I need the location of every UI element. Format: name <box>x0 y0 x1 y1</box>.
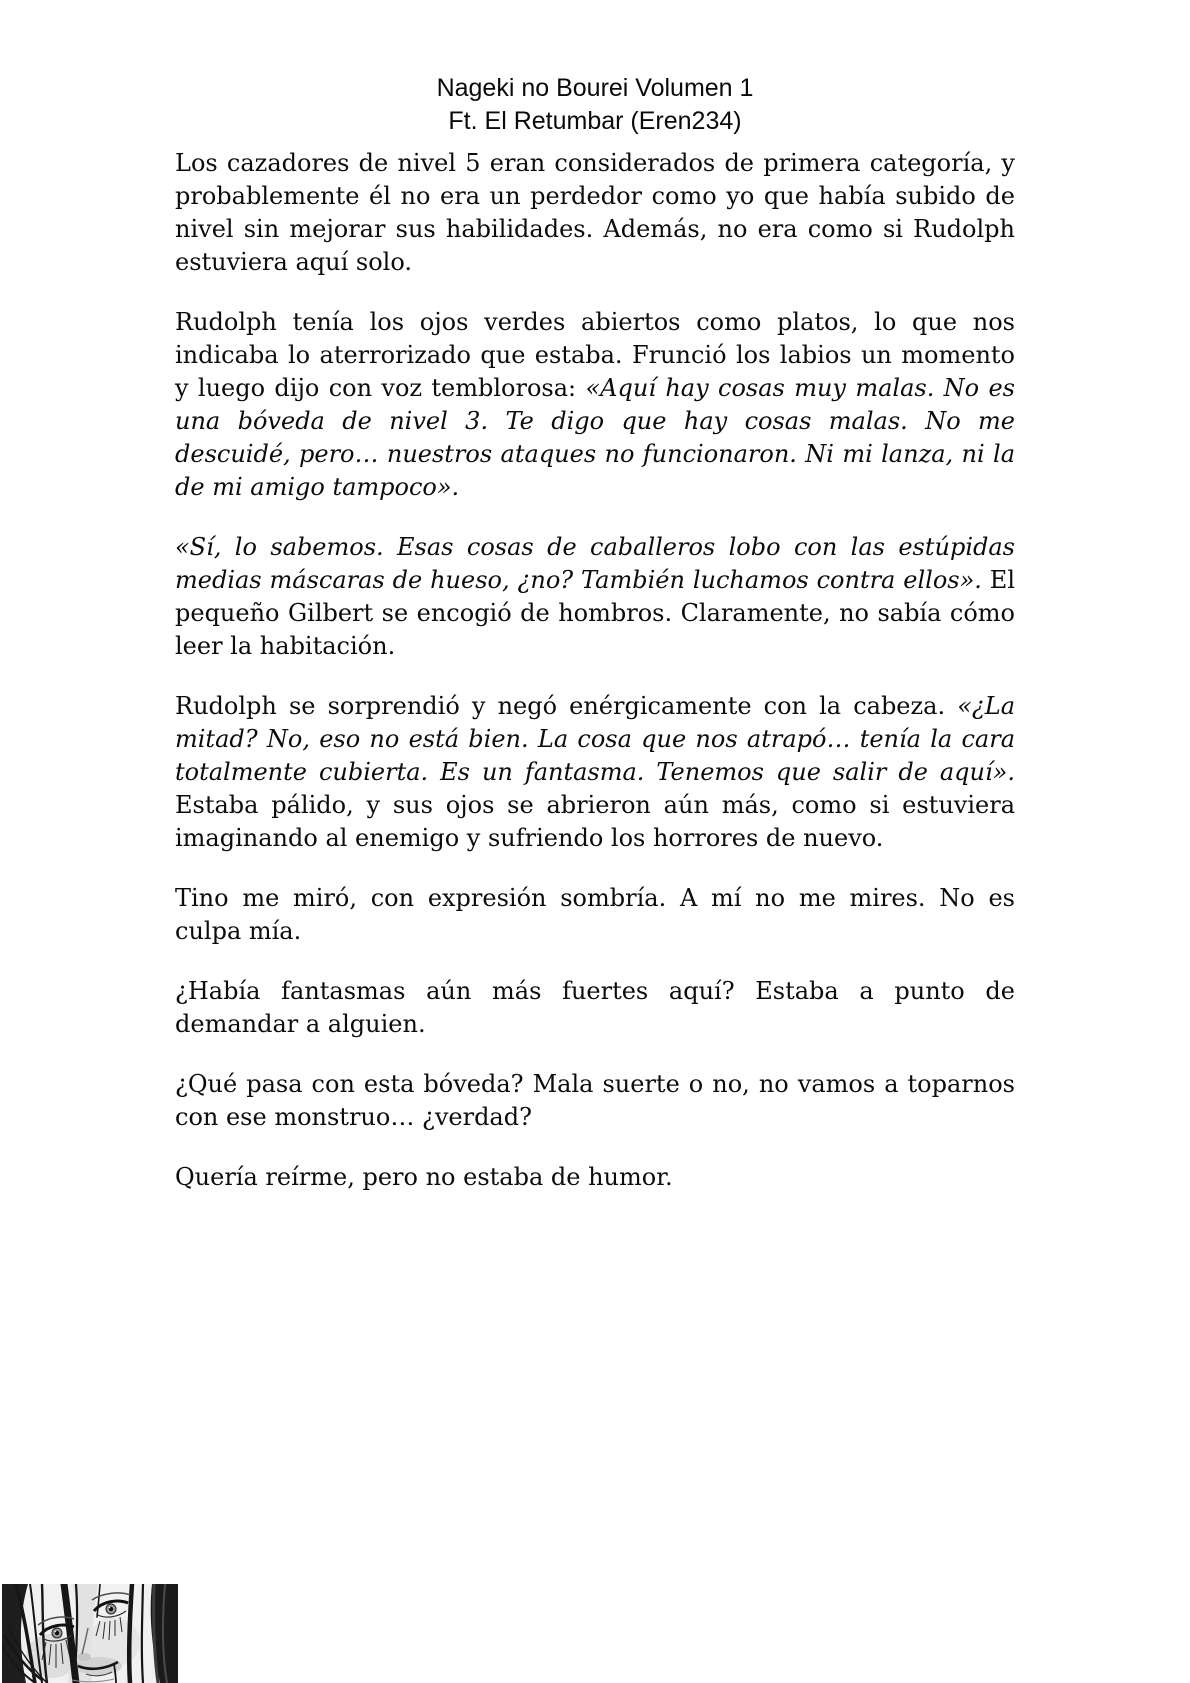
paragraph <box>175 882 1015 948</box>
paragraph <box>175 690 1015 855</box>
paragraph <box>175 1161 1015 1194</box>
paragraph <box>175 306 1015 504</box>
paragraph <box>175 147 1015 279</box>
page-content <box>175 72 1015 1194</box>
title-block <box>175 72 1015 138</box>
text-run: Rudolph se sorprendió y negó enérgicamente con la cabeza. <box>175 692 958 720</box>
text-run: «Sí, lo sabemos. Esas cosas de caballeros lobo con las estúpidas medias máscaras de hueso, ¿no? También luchamos contra ellos». <box>175 533 1015 594</box>
document-title: Nageki no Bourei Volumen 1 <box>436 74 754 102</box>
paragraph <box>175 531 1015 663</box>
body-text <box>175 147 1015 1194</box>
text-run: Rudolph tenía los ojos verdes abiertos como platos, lo que nos indicaba lo aterrorizado que estaba. Frunció los labios un momento y luego dijo con voz temblorosa: <box>175 308 1015 402</box>
paragraph <box>175 1068 1015 1134</box>
footer-illustration <box>2 1584 178 1683</box>
manga-face-illustration-svg <box>2 1584 178 1683</box>
text-run: Estaba pálido, y sus ojos se abrieron aún más, como si estuviera imaginando al enemigo y sufriendo los horrores de nuevo. <box>175 791 1015 852</box>
document-subtitle: Ft. El Retumbar (Eren234) <box>448 107 742 135</box>
text-run: «Aquí hay cosas muy malas. No es una bóveda de nivel 3. Te digo que hay cosas malas. No me descuidé, pero… nuestros ataques no funcionaron. Ni mi lanza, ni la de mi amigo tampoco». <box>175 374 1015 501</box>
paragraph <box>175 975 1015 1041</box>
text-run: Los cazadores de nivel 5 eran considerados de primera categoría, y probablemente él no era un perdedor como yo que había subido de nivel sin mejorar sus habilidades. Además, no era como si Rudolph estuviera aquí solo. <box>175 149 1015 276</box>
text-run: Quería reírme, pero no estaba de humor. <box>175 1163 673 1191</box>
text-run: El pequeño Gilbert se encogió de hombros. Claramente, no sabía cómo leer la habitación. <box>175 566 1015 660</box>
text-run: ¿Qué pasa con esta bóveda? Mala suerte o no, no vamos a toparnos con ese monstruo… ¿verdad? <box>175 1070 1015 1131</box>
text-run: «¿La mitad? No, eso no está bien. La cosa que nos atrapó… tenía la cara totalmente cubierta. Es un fantasma. Tenemos que salir de aquí». <box>175 692 1015 786</box>
text-run: Tino me miró, con expresión sombría. A mí no me mires. No es culpa mía. <box>175 884 1015 945</box>
text-run: ¿Había fantasmas aún más fuertes aquí? Estaba a punto de demandar a alguien. <box>175 977 1015 1038</box>
